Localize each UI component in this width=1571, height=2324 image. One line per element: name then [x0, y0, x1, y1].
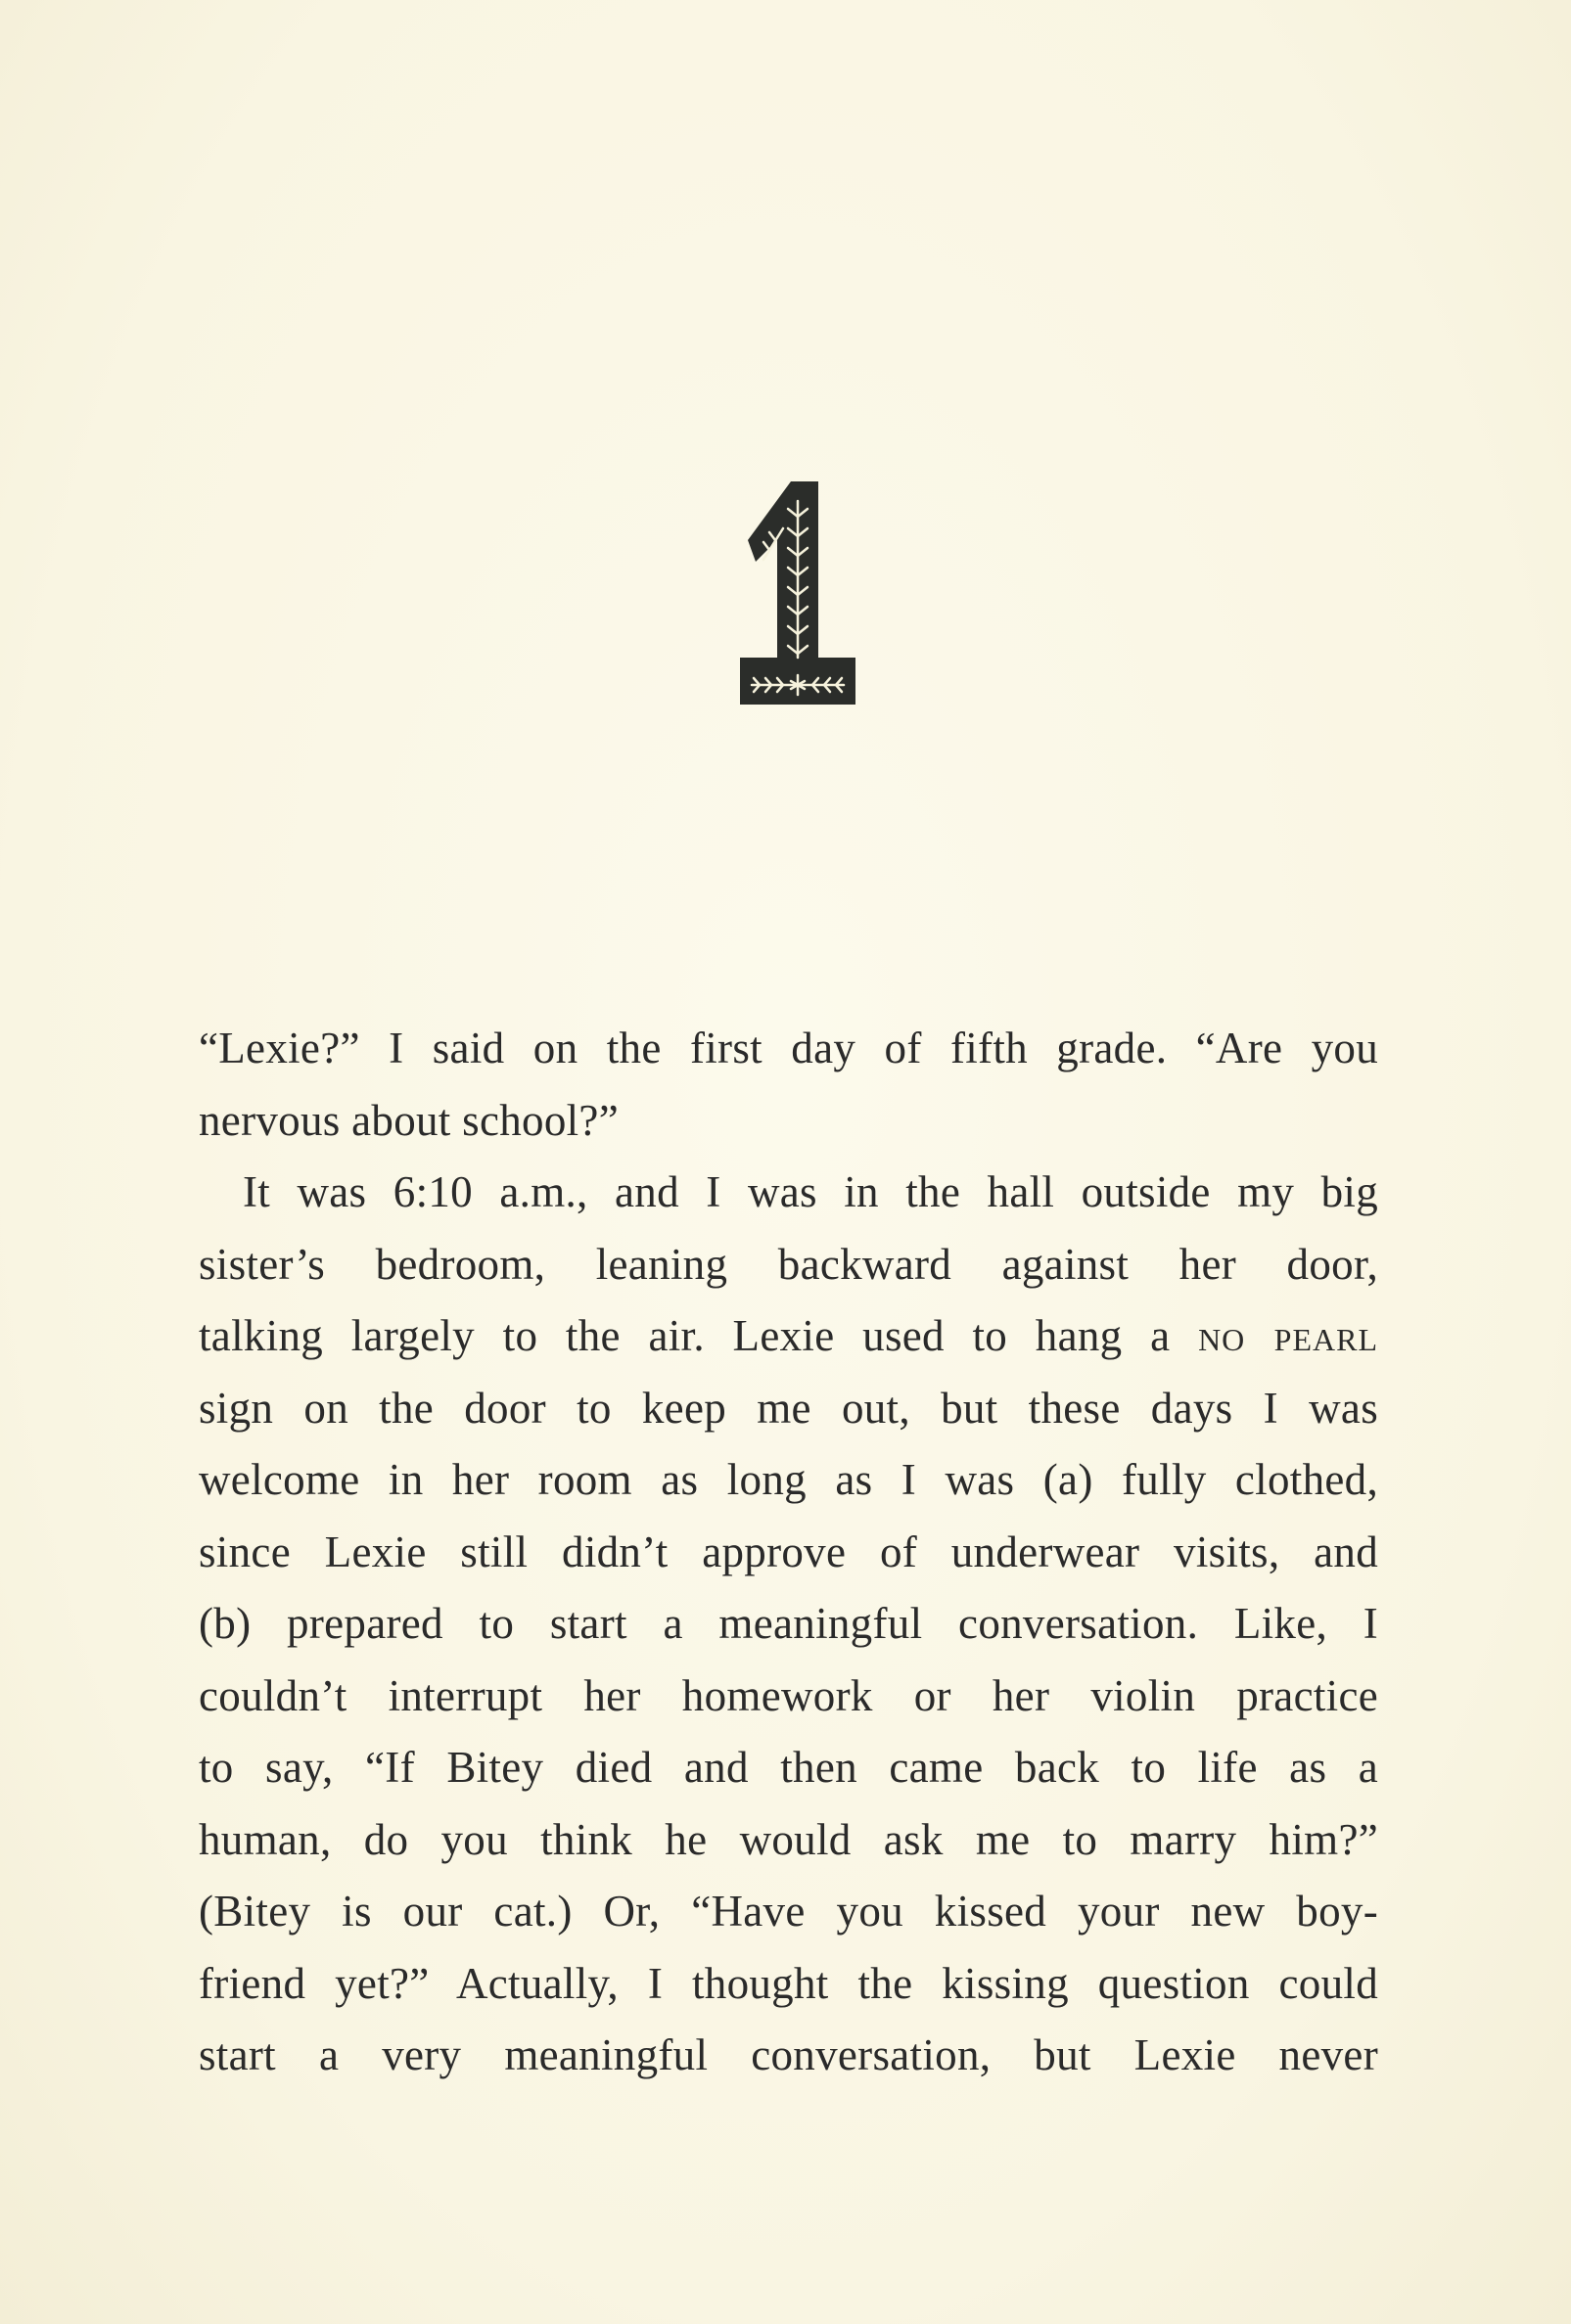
- text-line: start a very meaningful conversation, but Lexie never: [199, 2030, 1378, 2079]
- text-line: “Lexie?” I said on the first day of fifth grade. “Are you: [199, 1024, 1378, 1072]
- text-line: sign on the door to keep me out, but these days I was: [199, 1383, 1378, 1433]
- text-line: human, do you think he would ask me to marry him?”: [199, 1814, 1378, 1864]
- text-line: nervous about school?”: [199, 1095, 619, 1145]
- text-line: friend yet?” Actually, I thought the kissing question could: [199, 1958, 1378, 2008]
- text-line: to say, “If Bitey died and then came back to life as a: [199, 1743, 1378, 1792]
- text-line: It was 6:10 a.m., and I was in the hall outside my big: [243, 1167, 1378, 1216]
- text-line: couldn’t interrupt her homework or her violin practice: [199, 1670, 1378, 1720]
- text-line: sister’s bedroom, leaning backward against her door,: [199, 1239, 1378, 1289]
- chapter-number-one-icon: [734, 481, 861, 708]
- paragraph-2: [199, 1157, 1378, 2092]
- text-line: (Bitey is our cat.) Or, “Have you kissed your new boy-: [199, 1887, 1378, 1936]
- text-fragment: talking largely to the air. Lexie used to hang a: [199, 1311, 1171, 1360]
- paragraph-1: [199, 1013, 1378, 1157]
- text-line: (b) prepared to start a meaningful conversation. Like, I: [199, 1599, 1378, 1648]
- sign-text: no pearl: [1198, 1311, 1378, 1360]
- text-line: since Lexie still didn’t approve of underwear visits, and: [199, 1527, 1378, 1576]
- text-line: welcome in her room as long as I was (a) fully clothed,: [199, 1455, 1378, 1504]
- chapter-body-text: [199, 1013, 1378, 2092]
- text-line-with-sign: [199, 1300, 1378, 1373]
